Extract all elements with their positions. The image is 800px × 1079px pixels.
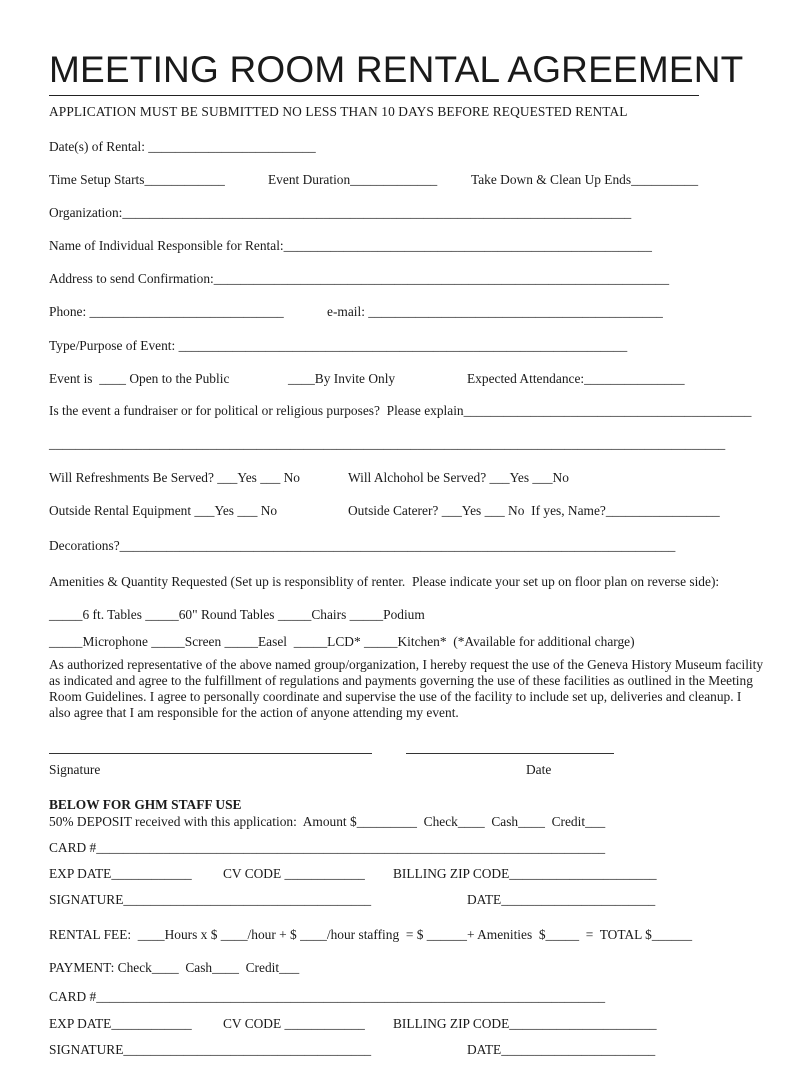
rental-equipment-question[interactable]: Outside Rental Equipment ___Yes ___ No bbox=[49, 503, 278, 518]
expected-attendance-field[interactable]: Expected Attendance:_______________ bbox=[467, 371, 685, 386]
public-event-option[interactable]: Event is ____ Open to the Public bbox=[49, 371, 230, 386]
confirmation-address-field[interactable]: Address to send Confirmation:____________________________________________________________________ bbox=[49, 271, 670, 286]
payment-exp-date-field[interactable]: EXP DATE____________ bbox=[49, 1016, 192, 1031]
submission-notice: APPLICATION MUST BE SUBMITTED NO LESS THAN 10 DAYS BEFORE REQUESTED RENTAL bbox=[49, 104, 628, 119]
alcohol-question[interactable]: Will Alchohol be Served? ___Yes ___No bbox=[348, 470, 569, 485]
email-field[interactable]: e-mail: ____________________________________________ bbox=[327, 304, 663, 319]
payment-method-row[interactable]: PAYMENT: Check____ Cash____ Credit___ bbox=[49, 960, 300, 975]
deposit-exp-date-field[interactable]: EXP DATE____________ bbox=[49, 866, 192, 881]
refreshments-question[interactable]: Will Refreshments Be Served? ___Yes ___ No bbox=[49, 470, 301, 485]
event-purpose-field[interactable]: Type/Purpose of Event: ___________________________________________________________________ bbox=[49, 338, 628, 353]
amenities-furniture-row[interactable]: _____6 ft. Tables _____60" Round Tables _____Chairs _____Podium bbox=[49, 607, 425, 622]
payment-billing-zip-field[interactable]: BILLING ZIP CODE______________________ bbox=[393, 1016, 657, 1031]
deposit-row[interactable]: 50% DEPOSIT received with this application: Amount $_________ Check____ Cash____ Credit___ bbox=[49, 814, 606, 829]
responsible-person-field[interactable]: Name of Individual Responsible for Rental:_______________________________________________________ bbox=[49, 238, 652, 253]
rental-fee-row[interactable]: RENTAL FEE: ____Hours x $ ____/hour + $ ____/hour staffing = $ ______+ Amenities $_____ = TOTAL $______ bbox=[49, 927, 693, 942]
payment-signature-field[interactable]: SIGNATURE_____________________________________ bbox=[49, 1042, 372, 1057]
amenities-instructions: Amenities & Quantity Requested (Set up is responsiblity of renter. Please indicate your set up on floor plan on reverse side): bbox=[49, 574, 720, 589]
amenities-av-row[interactable]: _____Microphone _____Screen _____Easel _____LCD* _____Kitchen* (*Available for additional charge) bbox=[49, 634, 635, 649]
deposit-card-number-field[interactable]: CARD #____________________________________________________________________________ bbox=[49, 840, 606, 855]
fundraiser-explain-field[interactable]: Is the event a fundraiser or for political or religious purposes? Please explain___________________________________________ bbox=[49, 403, 752, 418]
authorization-statement: As authorized representative of the above named group/organization, I hereby request the use of the Geneva History Museum facility as indicated and agree to the fulfillment of regulations and payments governing the use of these facilities as outlined in the Meeting Room Guidelines. I agree to personally coordinate and supervise the use of the facility to include set up, deliveries and cleanup. I also agree that I am responsible for the action of anyone attending my event. bbox=[49, 657, 764, 720]
date-label: Date bbox=[526, 762, 552, 777]
deposit-date-field[interactable]: DATE_______________________ bbox=[467, 892, 656, 907]
deposit-billing-zip-field[interactable]: BILLING ZIP CODE______________________ bbox=[393, 866, 657, 881]
page-title: MEETING ROOM RENTAL AGREEMENT bbox=[49, 49, 744, 90]
organization-field[interactable]: Organization:____________________________________________________________________________ bbox=[49, 205, 632, 220]
decorations-field[interactable]: Decorations?___________________________________________________________________________________ bbox=[49, 538, 676, 553]
payment-card-number-field[interactable]: CARD #____________________________________________________________________________ bbox=[49, 989, 606, 1004]
payment-date-field[interactable]: DATE_______________________ bbox=[467, 1042, 656, 1057]
rental-dates-field[interactable]: Date(s) of Rental: _________________________ bbox=[49, 139, 316, 154]
setup-time-field[interactable]: Time Setup Starts____________ bbox=[49, 172, 225, 187]
deposit-cv-code-field[interactable]: CV CODE ____________ bbox=[223, 866, 365, 881]
payment-cv-code-field[interactable]: CV CODE ____________ bbox=[223, 1016, 365, 1031]
signature-label: Signature bbox=[49, 762, 101, 777]
explain-continuation-line[interactable]: _____________________________________________________________________________________________________ bbox=[49, 436, 726, 451]
title-rule bbox=[49, 95, 699, 96]
takedown-time-field[interactable]: Take Down & Clean Up Ends__________ bbox=[471, 172, 699, 187]
signature-date-line[interactable] bbox=[406, 753, 614, 754]
event-duration-field[interactable]: Event Duration_____________ bbox=[268, 172, 438, 187]
signature-line[interactable] bbox=[49, 753, 372, 754]
staff-section-heading: BELOW FOR GHM STAFF USE bbox=[49, 797, 242, 812]
phone-field[interactable]: Phone: _____________________________ bbox=[49, 304, 284, 319]
invite-only-option[interactable]: ____By Invite Only bbox=[288, 371, 396, 386]
caterer-question[interactable]: Outside Caterer? ___Yes ___ No If yes, Name?_________________ bbox=[348, 503, 720, 518]
deposit-signature-field[interactable]: SIGNATURE_____________________________________ bbox=[49, 892, 372, 907]
